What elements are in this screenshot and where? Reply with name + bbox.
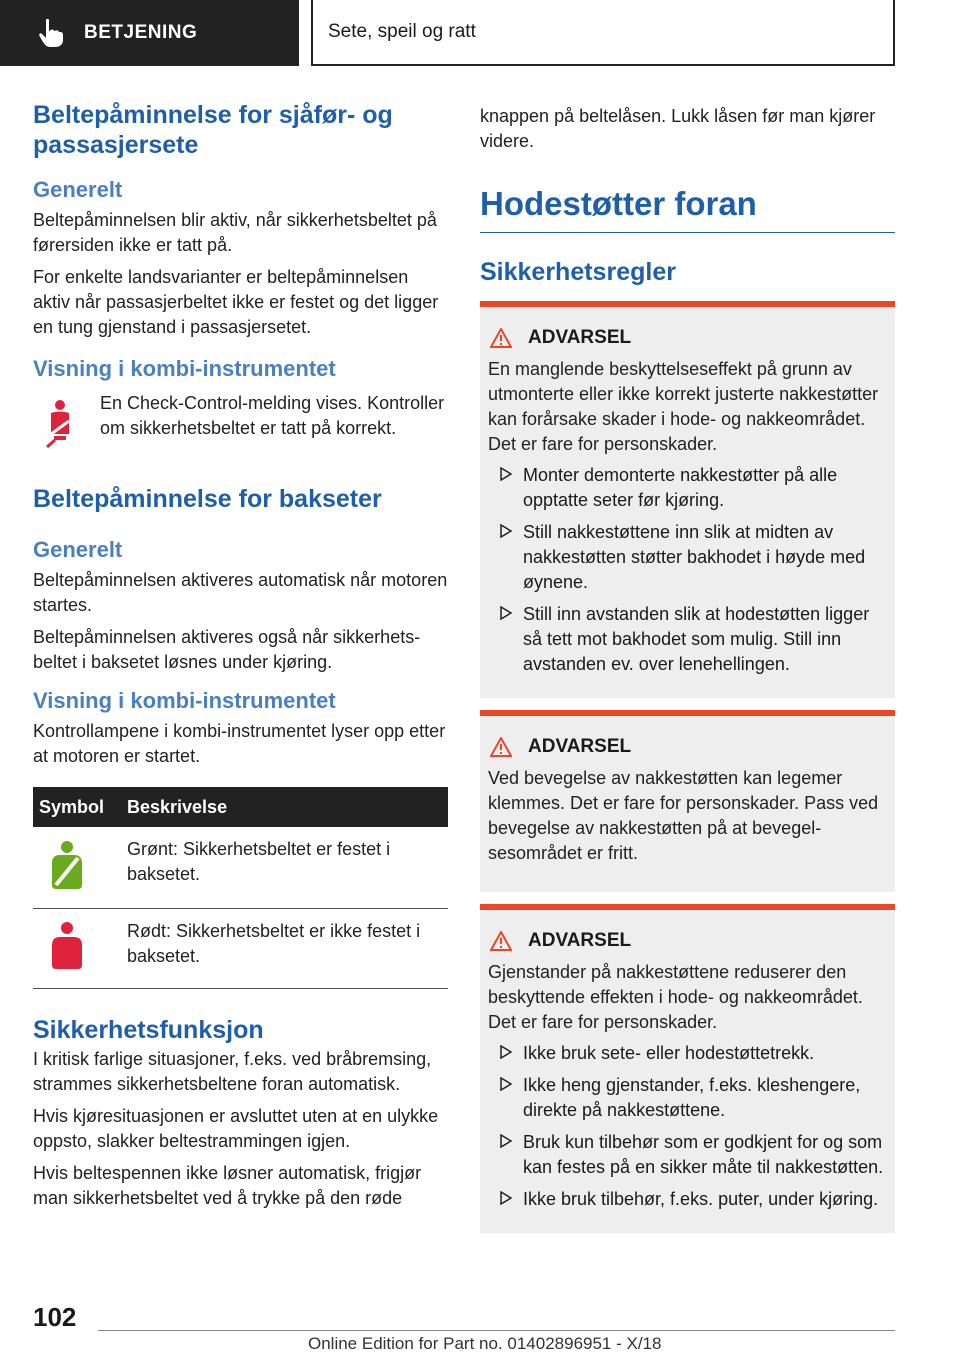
footer-divider	[98, 1330, 895, 1331]
bullet-triangle-icon	[500, 1191, 512, 1205]
right-column	[480, 100, 895, 1233]
bullet-triangle-icon	[500, 467, 512, 481]
warning-triangle-icon	[490, 931, 512, 951]
bullet-list	[488, 463, 887, 677]
edition-text: Online Edition for Part no. 01402896951 - X/18	[308, 1334, 662, 1353]
paragraph: Beltepåminnelsen aktiveres også når sikkerhetsbeltet i baksetet løsnes under kjøring.	[33, 627, 421, 672]
warning-box	[480, 301, 895, 698]
bullet-list	[488, 1041, 887, 1212]
page-footer	[0, 1290, 960, 1362]
paragraph: Beltepåminnelsen blir aktiv, når sikkerhetsbeltet på førersiden ikke er tatt på.	[33, 210, 437, 255]
page-number: 102	[33, 1302, 77, 1332]
table-row	[33, 827, 448, 909]
seatbelt-warning-symbol	[33, 391, 100, 456]
bullet-triangle-icon	[500, 524, 512, 538]
warning-title: ADVARSEL	[488, 327, 887, 349]
heading-display-1: Visning i kombi-instrumentet	[33, 356, 336, 381]
warning-text: En manglende beskyttelseseffekt på grunn av utmonterte eller ikke korrekt justerte nakkestøtter kan forårsake skader i hode- og nakkeområdet. Det er fare for personskader.	[488, 359, 879, 454]
paragraph: En Check-Control-melding vises. Kontroller om sikkerhetsbeltet er tatt på korrekt.	[100, 393, 445, 438]
section-title: BETJENING	[84, 22, 198, 43]
section-tab	[0, 0, 299, 66]
hand-pointer-icon	[38, 18, 64, 48]
symbol-cell	[33, 827, 121, 909]
heading-general-2: Generelt	[33, 537, 123, 562]
paragraph: Hvis beltespennen ikke løsner automatisk, frigjør man sikkerhetsbeltet ved å trykke på den røde	[33, 1163, 422, 1208]
page-header	[0, 0, 960, 66]
list-item: Monter demonterte nakkestøtter på alle opptatte seter før kjøring.	[488, 463, 887, 513]
warning-text: Ved bevegelse av nakkestøtten kan legemer klemmes. Det er fare for personskader. Pass ved bevegelse av nakkestøtten på at bevegelsesområdet er fritt.	[488, 768, 879, 863]
column-header-symbol: Symbol	[33, 787, 121, 827]
bullet-triangle-icon	[500, 1077, 512, 1091]
table-header-row	[33, 787, 448, 827]
heading-safety-function: Sikkerhetsfunksjon	[33, 1016, 264, 1044]
warning-title: ADVARSEL	[488, 930, 887, 952]
bullet-triangle-icon	[500, 1045, 512, 1059]
check-control-row	[33, 391, 448, 456]
heading-head-restraints: Hodestøtter foran	[480, 184, 895, 233]
list-item: Ikke bruk tilbehør, f.eks. puter, under kjøring.	[488, 1187, 887, 1212]
bullet-triangle-icon	[500, 1134, 512, 1148]
warning-triangle-icon	[490, 328, 512, 348]
seatbelt-red-icon	[47, 921, 87, 971]
list-item: Still inn avstanden slik at hodestøtten ligger så tett mot bakhodet som mulig. Still inn avstanden ev. over lenehellingen.	[488, 602, 887, 677]
left-column	[33, 100, 448, 1211]
list-item: Still nakkestøttene inn slik at midten av nakkestøtten støtter bakhodet i høyde med øynene.	[488, 520, 887, 595]
seatbelt-warning-icon	[43, 399, 73, 451]
heading-general-1: Generelt	[33, 177, 123, 202]
warning-text: Gjenstander på nakkestøttene reduserer den beskyttende effekten i hode- og nakkeområdet. Det er fare for personskader.	[488, 962, 863, 1032]
paragraph: Hvis kjøresituasjonen er avsluttet uten at en ulykke oppsto, slakker beltestrammingen igjen.	[33, 1106, 439, 1151]
heading-display-2: Visning i kombi-instrumentet	[33, 688, 336, 713]
seatbelt-green-icon	[47, 841, 87, 891]
warning-box	[480, 904, 895, 1233]
description-cell: Rødt: Sikkerhetsbeltet er ikke festet i baksetet.	[121, 909, 448, 989]
list-item: Ikke bruk sete- eller hodestøttetrekk.	[488, 1041, 887, 1066]
heading-safety-rules: Sikkerhetsregler	[480, 258, 676, 286]
bullet-triangle-icon	[500, 606, 512, 620]
paragraph: For enkelte landsvarianter er beltepåminnelsen aktiv når passasjerbeltet ikke er festet og det ligger en tung gjenstand i passasjersetet.	[33, 267, 439, 337]
table-row	[33, 909, 448, 989]
description-cell: Grønt: Sikkerhetsbeltet er festet i baksetet.	[121, 827, 448, 909]
chapter-tab	[311, 0, 895, 66]
symbol-cell	[33, 909, 121, 989]
paragraph: knappen på beltelåsen. Lukk låsen før man kjører videre.	[480, 106, 876, 151]
warning-title: ADVARSEL	[488, 736, 887, 758]
chapter-title: Sete, speil og ratt	[328, 21, 476, 42]
heading-rear-reminder: Beltepåminnelse for bakseter	[33, 485, 382, 513]
paragraph: Beltepåminnelsen aktiveres automatisk når motoren startes.	[33, 570, 448, 615]
warning-triangle-icon	[490, 737, 512, 757]
symbol-table	[33, 787, 448, 989]
list-item: Bruk kun tilbehør som er godkjent for og som kan festes på en sikker måte til nakkestøtten.	[488, 1130, 887, 1180]
paragraph: Kontrollampene i kombi-instrumentet lyser opp etter at motoren er startet.	[33, 721, 446, 766]
warning-box	[480, 710, 895, 892]
heading-driver-reminder: Beltepåminnelse for sjåfør- og passasjersete	[33, 101, 393, 159]
column-header-description: Beskrivelse	[121, 787, 448, 827]
paragraph: I kritisk farlige situasjoner, f.eks. ved bråbremsing, strammes sikkerhetsbeltene foran automatisk.	[33, 1049, 432, 1094]
list-item: Ikke heng gjenstander, f.eks. kleshengere, direkte på nakkestøttene.	[488, 1073, 887, 1123]
